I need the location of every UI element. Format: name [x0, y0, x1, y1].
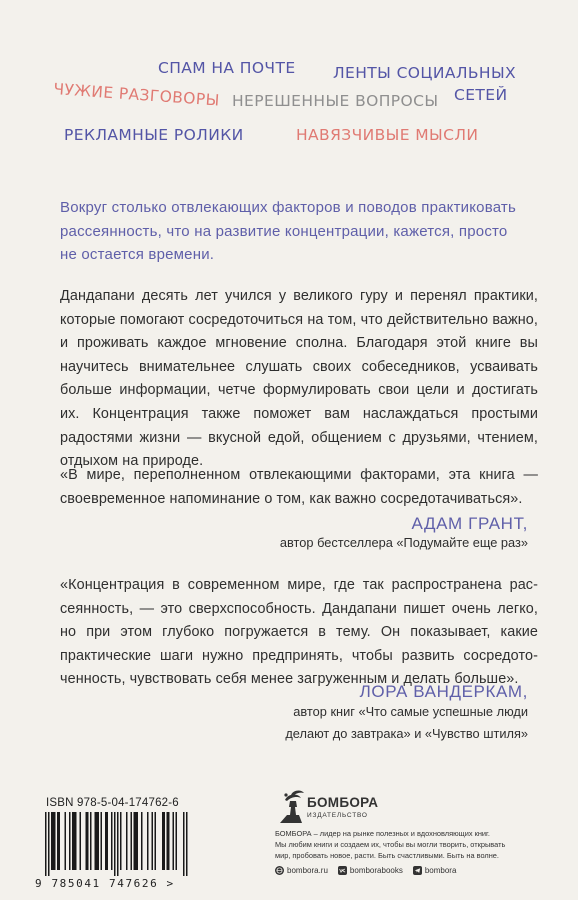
barcode-bar [107, 812, 109, 870]
barcode-bar [162, 812, 164, 870]
barcode-bar [51, 812, 53, 870]
barcode-bar [173, 812, 175, 870]
vk-icon [338, 866, 347, 875]
quote-adam-grant: «В мире, переполненном отвлекающими факторами, эта книга — своевременное напоминание о том, как важно сосредотачиваться». [60, 467, 538, 507]
barcode-bar [96, 812, 98, 870]
barcode-bar [65, 812, 67, 870]
barcode-bar [152, 812, 154, 870]
barcode-bar [141, 812, 143, 870]
barcode-bar [131, 812, 133, 870]
isbn-barcode [35, 797, 195, 890]
barcode-bar [137, 812, 139, 870]
barcode-bar [74, 812, 76, 870]
distraction-ads: РЕКЛАМНЫЕ РОЛИКИ [64, 126, 244, 144]
quote-author-attribution: автор книг «Что самые успешные люди делают до завтрака» и «Чувство штиля» [285, 704, 528, 741]
barcode-bar [168, 812, 170, 870]
barcode-bar [57, 812, 59, 870]
barcode-bar [117, 812, 119, 876]
barcode-bar [86, 812, 88, 870]
quote-author-name: АДАМ ГРАНТ, [411, 514, 528, 533]
barcode-bar [98, 812, 100, 870]
barcode-bar [95, 812, 97, 870]
barcode-bar [111, 812, 113, 870]
barcode-bar [135, 812, 137, 870]
barcode-bar [183, 812, 185, 876]
description-paragraph: Дандапани десять лет учился у великого гуру и перенял практики, которые помогают сосредоточиться на том, что действительно важно, и проживать каждое мгновение сполна. Благодаря этой книге вы научитесь внимательнее слушать своих собеседников, усваивать больше информации, четче формулировать свои цели и достигать их. Концентрация также поможет вам наслаждаться простыми радостями жизни — вкусной едой, общением с друзьями, чтением, отдыхом на природе. [60, 288, 538, 470]
barcode-bar [72, 812, 74, 870]
quote-author-name: ЛОРА ВАНДЕРКАМ, [359, 682, 528, 701]
barcode-bar [69, 812, 71, 870]
barcode-bar [87, 812, 89, 870]
barcode-bar [53, 812, 55, 870]
barcode-digits: 9 785041 747626 > [35, 877, 175, 890]
barcode-bar [147, 812, 149, 870]
isbn-label: ISBN 978-5-04-174762-6 [46, 797, 179, 809]
barcode-bar [54, 812, 56, 870]
quote-author-attribution: автор бестселлера «Подумайте еще раз» [279, 535, 528, 550]
distraction-overheard-talk: ЧУЖИЕ РАЗГОВОРЫ [52, 80, 221, 110]
barcode-bar [155, 812, 157, 870]
publisher-socials [275, 866, 555, 875]
distraction-social-feeds-2: СЕТЕЙ [454, 86, 508, 104]
barcode-bar [45, 812, 47, 876]
social-website[interactable]: bombora.ru [275, 866, 328, 875]
telegram-icon [413, 866, 422, 875]
globe-icon [275, 866, 284, 875]
quote-laura-vanderkam: «Концентрация в современном мире, где так распространена рас- сеянность, — это сверхспособность. Дандапани пишет очень легко, но при этом глубоко погружается в тему. Он показывает, какие практические шаги нужно предпринять, чтобы развить сосредото- ченность, чувствовать себя менее загруженным и делать больше». [60, 577, 538, 688]
publisher-name: БОМБОРА [307, 795, 379, 810]
distraction-unresolved-issues: НЕРЕШЕННЫЕ ВОПРОСЫ [232, 92, 439, 110]
barcode-bar [101, 812, 103, 870]
barcode-bar [134, 812, 136, 870]
barcode-bar [126, 812, 128, 870]
barcode-bar [120, 812, 122, 870]
barcode-bar [59, 812, 61, 870]
barcode-bar [80, 812, 82, 870]
barcode-bar [176, 812, 178, 870]
barcode-bar [186, 812, 188, 876]
barcode-bar [114, 812, 116, 876]
barcode-bar [105, 812, 107, 870]
social-telegram[interactable]: bombora [413, 866, 457, 875]
barcode-bar [167, 812, 169, 870]
barcode-bars [35, 812, 195, 876]
barcode-bar [164, 812, 166, 870]
publisher-subtitle: ИЗДАТЕЛЬСТВО [307, 812, 368, 819]
publisher-about: БОМБОРА – лидер на рынке полезных и вдохновляющих книг. Мы любим книги и создаем их, чтобы вы могли творить, открывать мир, пробовать новое, расти. Быть счастливыми. Быть на волне. [275, 829, 506, 860]
social-vk[interactable]: bomborabooks [338, 866, 403, 875]
barcode-bar [90, 812, 92, 870]
distraction-social-feeds: ЛЕНТЫ СОЦИАЛЬНЫХ [333, 64, 517, 82]
barcode-bar [75, 812, 77, 870]
distraction-email-spam: СПАМ НА ПОЧТЕ [158, 59, 296, 77]
barcode-bar [48, 812, 50, 876]
lead-paragraph: Вокруг столько отвлекающих факторов и поводов практиковать рассеянность, что на развитие концентрации, кажется, просто не остается времени. [60, 199, 517, 263]
distraction-intrusive-thoughts: НАВЯЗЧИВЫЕ МЫСЛИ [296, 126, 479, 144]
